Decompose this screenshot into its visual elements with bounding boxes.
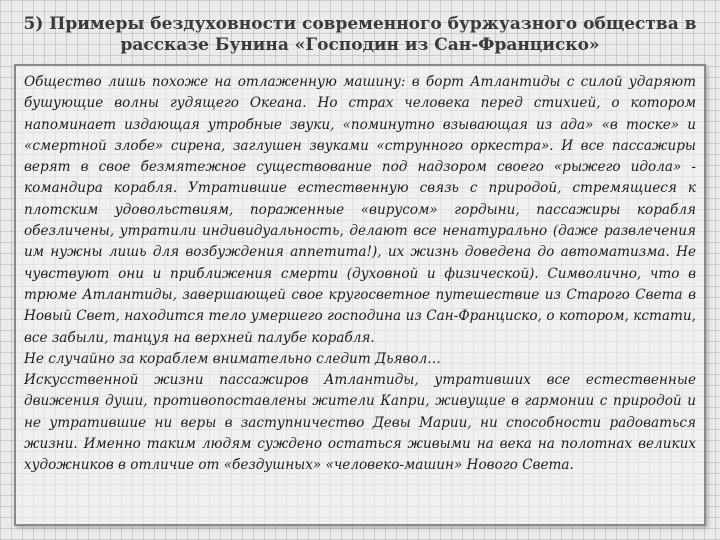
slide-title: 5) Примеры бездуховности современного буржуазного общества в рассказе Бунина «Господин из Сан-Франциско» bbox=[23, 14, 697, 55]
paragraph-society: Общество лишь похоже на отлаженную машину: в борт Атлантиды с силой ударяют бушующие волны гудящего Океана. Но страх человека перед стихией, о котором напоминает издающая утробные звуки, «поминутно взывающая из ада» «в тоске» и «смертной злобе» сирена, заглушен звуками «струнного оркестра». И все пассажиры верят в свое безмятежное существование под надзором своего «рыжего идола» - командира корабля. Утратившие естественную связь с природой, стремящиеся к плотским удовольствиям, пораженные «вирусом» гордыни, пассажиры корабля обезличены, утратили индивидуальность, делают все ненатурально (даже развлечения им нужны лишь для возбуждения аппетита!), их жизнь доведена до автоматизма. Не чувствуют они и приближения смерти (духовной и физической). Символично, что в трюме Атлантиды, завершающей свое кругосветное путешествие из Старого Света в Новый Свет, находится тело умершего господина из Сан-Франциско, о котором, кстати, все забыли, танцуя на верхней палубе корабля. bbox=[24, 74, 696, 346]
text-box bbox=[14, 64, 706, 526]
paragraph-capri: Искусственной жизни пассажиров Атлантиды, утративших все естественные движения души, противопоставлены жители Капри, живущие в гармонии с природой и не утратившие ни веры в заступничество Девы Марии, ни способности радоваться жизни. Именно таким людям суждено остаться живыми на века на полотнах великих художников в отличие от «бездушных» «человеко-машин» Нового Света. bbox=[24, 372, 696, 474]
paragraph-devil: Не случайно за кораблем внимательно следит Дьявол… bbox=[24, 350, 441, 367]
